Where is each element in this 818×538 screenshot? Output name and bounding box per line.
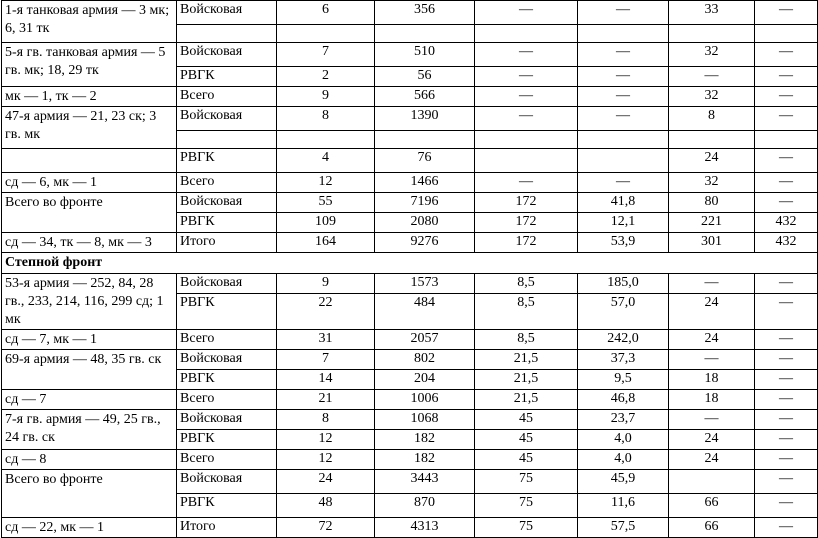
value-cell: — — [578, 1, 669, 25]
value-cell: — — [755, 470, 818, 494]
value-cell: 72 — [277, 518, 375, 538]
artillery-table — [1, 0, 818, 538]
value-cell: 45 — [475, 450, 578, 470]
table-row — [2, 233, 818, 253]
table-row — [2, 390, 818, 410]
value-cell: 8 — [277, 107, 375, 131]
value-cell: 4313 — [375, 518, 475, 538]
value-cell: 32 — [669, 87, 755, 107]
value-cell: 4,0 — [578, 450, 669, 470]
value-cell: 14 — [277, 370, 375, 390]
value-cell: — — [755, 494, 818, 518]
value-cell: 7 — [277, 43, 375, 67]
value-cell: — — [578, 87, 669, 107]
table-row — [2, 350, 818, 370]
artillery-type-cell: Войсковая — [177, 470, 277, 494]
artillery-type-cell: РВГК — [177, 213, 277, 233]
value-cell: — — [578, 43, 669, 67]
value-cell: 66 — [669, 494, 755, 518]
value-cell: 11,6 — [578, 494, 669, 518]
value-cell: 870 — [375, 494, 475, 518]
table-row — [2, 518, 818, 538]
value-cell: 1006 — [375, 390, 475, 410]
value-cell: 8 — [669, 107, 755, 131]
value-cell: 1068 — [375, 410, 475, 430]
value-cell: — — [755, 450, 818, 470]
value-cell: — — [755, 173, 818, 193]
value-cell: 12,1 — [578, 213, 669, 233]
value-cell: 55 — [277, 193, 375, 213]
value-cell: 12 — [277, 450, 375, 470]
artillery-type-cell: Всего — [177, 173, 277, 193]
formation-cell: сд — 8 — [2, 450, 177, 470]
value-cell: 8,5 — [475, 294, 578, 330]
value-cell: 9 — [277, 274, 375, 294]
value-cell: 41,8 — [578, 193, 669, 213]
value-cell: 45,9 — [578, 470, 669, 494]
value-cell: 12 — [277, 173, 375, 193]
value-cell — [669, 470, 755, 494]
value-cell: — — [669, 67, 755, 87]
value-cell: 242,0 — [578, 330, 669, 350]
value-cell: 9,5 — [578, 370, 669, 390]
value-cell: — — [755, 350, 818, 370]
value-cell: 3443 — [375, 470, 475, 494]
value-cell: 12 — [277, 430, 375, 450]
value-cell: 8 — [277, 410, 375, 430]
artillery-type-cell: Войсковая — [177, 107, 277, 131]
artillery-type-cell: Войсковая — [177, 1, 277, 25]
value-cell: 18 — [669, 370, 755, 390]
value-cell: 76 — [375, 149, 475, 173]
value-cell: 31 — [277, 330, 375, 350]
value-cell: 57,0 — [578, 294, 669, 330]
artillery-type-cell: Всего — [177, 87, 277, 107]
section-header-row — [2, 253, 818, 274]
value-cell: 356 — [375, 1, 475, 25]
value-cell: 24 — [669, 430, 755, 450]
value-cell: 23,7 — [578, 410, 669, 430]
value-cell: 80 — [669, 193, 755, 213]
value-cell: 2057 — [375, 330, 475, 350]
table-row — [2, 410, 818, 430]
value-cell: 204 — [375, 370, 475, 390]
value-cell: — — [755, 193, 818, 213]
value-cell: 21,5 — [475, 350, 578, 370]
value-cell: 172 — [475, 193, 578, 213]
table-row — [2, 87, 818, 107]
artillery-type-cell: РВГК — [177, 67, 277, 87]
artillery-type-cell: Войсковая — [177, 350, 277, 370]
value-cell: 21 — [277, 390, 375, 410]
value-cell: — — [755, 67, 818, 87]
value-cell: — — [755, 149, 818, 173]
value-cell: 510 — [375, 43, 475, 67]
section-title: Степной фронт — [2, 253, 818, 274]
value-cell: 185,0 — [578, 274, 669, 294]
value-cell: 46,8 — [578, 390, 669, 410]
value-cell: 182 — [375, 430, 475, 450]
artillery-type-cell: РВГК — [177, 494, 277, 518]
artillery-type-cell: РВГК — [177, 294, 277, 330]
value-cell: 109 — [277, 213, 375, 233]
table-row — [2, 173, 818, 193]
value-cell: — — [755, 330, 818, 350]
value-cell: 75 — [475, 494, 578, 518]
artillery-type-cell: РВГК — [177, 430, 277, 450]
value-cell: — — [578, 67, 669, 87]
value-cell: 432 — [755, 213, 818, 233]
table-row — [2, 193, 818, 213]
value-cell: 4,0 — [578, 430, 669, 450]
table-row — [2, 1, 818, 25]
table-row — [2, 149, 818, 173]
value-cell: 66 — [669, 518, 755, 538]
table-row — [2, 470, 818, 494]
value-cell: 22 — [277, 294, 375, 330]
artillery-type-cell: Всего — [177, 450, 277, 470]
formation-cell: 1-я танковая армия — 3 мк; 6, 31 тк — [2, 1, 177, 43]
value-cell: 21,5 — [475, 390, 578, 410]
value-cell: 221 — [669, 213, 755, 233]
value-cell: 802 — [375, 350, 475, 370]
value-cell: — — [755, 518, 818, 538]
value-cell: 172 — [475, 233, 578, 253]
value-cell: 1466 — [375, 173, 475, 193]
value-cell: 24 — [669, 330, 755, 350]
value-cell: 2 — [277, 67, 375, 87]
value-cell — [578, 149, 669, 173]
artillery-type-cell: Итого — [177, 233, 277, 253]
value-cell: 484 — [375, 294, 475, 330]
value-cell: — — [475, 107, 578, 131]
value-cell: — — [475, 67, 578, 87]
artillery-type-cell: Войсковая — [177, 193, 277, 213]
value-cell: 566 — [375, 87, 475, 107]
table-row — [2, 43, 818, 67]
value-cell: 24 — [277, 470, 375, 494]
value-cell: 4 — [277, 149, 375, 173]
value-cell: — — [475, 173, 578, 193]
formation-cell: 47-я армия — 21, 23 ск; 3 гв. мк — [2, 107, 177, 149]
formation-cell: 5-я гв. танковая армия — 5 гв. мк; 18, 29 тк — [2, 43, 177, 87]
formation-cell: сд — 6, мк — 1 — [2, 173, 177, 193]
value-cell: 45 — [475, 410, 578, 430]
value-cell: 8,5 — [475, 330, 578, 350]
value-cell: 432 — [755, 233, 818, 253]
value-cell: — — [669, 274, 755, 294]
value-cell: — — [669, 410, 755, 430]
table-row — [2, 330, 818, 350]
value-cell: 9 — [277, 87, 375, 107]
value-cell: 24 — [669, 149, 755, 173]
formation-cell: 7-я гв. армия — 49, 25 гв., 24 гв. ск — [2, 410, 177, 450]
value-cell: 6 — [277, 1, 375, 25]
value-cell: 33 — [669, 1, 755, 25]
value-cell: — — [755, 370, 818, 390]
value-cell: 24 — [669, 450, 755, 470]
value-cell — [475, 149, 578, 173]
value-cell: 301 — [669, 233, 755, 253]
value-cell: 7196 — [375, 193, 475, 213]
formation-cell: сд — 7 — [2, 390, 177, 410]
table-row — [2, 107, 818, 131]
formation-cell: сд — 34, тк — 8, мк — 3 — [2, 233, 177, 253]
value-cell: 48 — [277, 494, 375, 518]
value-cell: — — [755, 294, 818, 330]
value-cell: 32 — [669, 43, 755, 67]
artillery-type-cell: Войсковая — [177, 43, 277, 67]
value-cell: — — [755, 43, 818, 67]
artillery-type-cell: Всего — [177, 390, 277, 410]
formation-cell: мк — 1, тк — 2 — [2, 87, 177, 107]
value-cell: — — [578, 107, 669, 131]
formation-cell: 53-я армия — 252, 84, 28 гв., 233, 214, 116, 299 сд; 1 мк — [2, 274, 177, 330]
value-cell: 24 — [669, 294, 755, 330]
formation-cell: 69-я армия — 48, 35 гв. ск — [2, 350, 177, 390]
value-cell: — — [475, 1, 578, 25]
value-cell: — — [755, 87, 818, 107]
artillery-type-cell: Всего — [177, 330, 277, 350]
value-cell: — — [578, 173, 669, 193]
artillery-type-cell: РВГК — [177, 149, 277, 173]
value-cell: 7 — [277, 350, 375, 370]
value-cell: — — [755, 390, 818, 410]
artillery-type-cell: Войсковая — [177, 410, 277, 430]
formation-cell: Всего во фронте — [2, 470, 177, 518]
artillery-type-cell: Итого — [177, 518, 277, 538]
value-cell: — — [755, 430, 818, 450]
value-cell: 53,9 — [578, 233, 669, 253]
value-cell: 32 — [669, 173, 755, 193]
value-cell: 57,5 — [578, 518, 669, 538]
value-cell: 1390 — [375, 107, 475, 131]
value-cell: 172 — [475, 213, 578, 233]
table-row — [2, 450, 818, 470]
value-cell: 21,5 — [475, 370, 578, 390]
value-cell: — — [475, 87, 578, 107]
value-cell: — — [475, 43, 578, 67]
value-cell: 8,5 — [475, 274, 578, 294]
table-row — [2, 274, 818, 294]
value-cell: 2080 — [375, 213, 475, 233]
value-cell: 182 — [375, 450, 475, 470]
value-cell: 56 — [375, 67, 475, 87]
value-cell: — — [755, 107, 818, 131]
artillery-type-cell: Войсковая — [177, 274, 277, 294]
formation-cell: сд — 7, мк — 1 — [2, 330, 177, 350]
value-cell: 164 — [277, 233, 375, 253]
value-cell: 1573 — [375, 274, 475, 294]
formation-cell: сд — 22, мк — 1 — [2, 518, 177, 538]
value-cell: — — [755, 1, 818, 25]
value-cell: — — [669, 350, 755, 370]
value-cell: 37,3 — [578, 350, 669, 370]
value-cell: 45 — [475, 430, 578, 450]
value-cell: — — [755, 274, 818, 294]
value-cell: 75 — [475, 470, 578, 494]
formation-cell — [2, 149, 177, 173]
value-cell: 9276 — [375, 233, 475, 253]
value-cell: 18 — [669, 390, 755, 410]
value-cell: — — [755, 410, 818, 430]
artillery-type-cell: РВГК — [177, 370, 277, 390]
value-cell: 75 — [475, 518, 578, 538]
formation-cell: Всего во фронте — [2, 193, 177, 233]
